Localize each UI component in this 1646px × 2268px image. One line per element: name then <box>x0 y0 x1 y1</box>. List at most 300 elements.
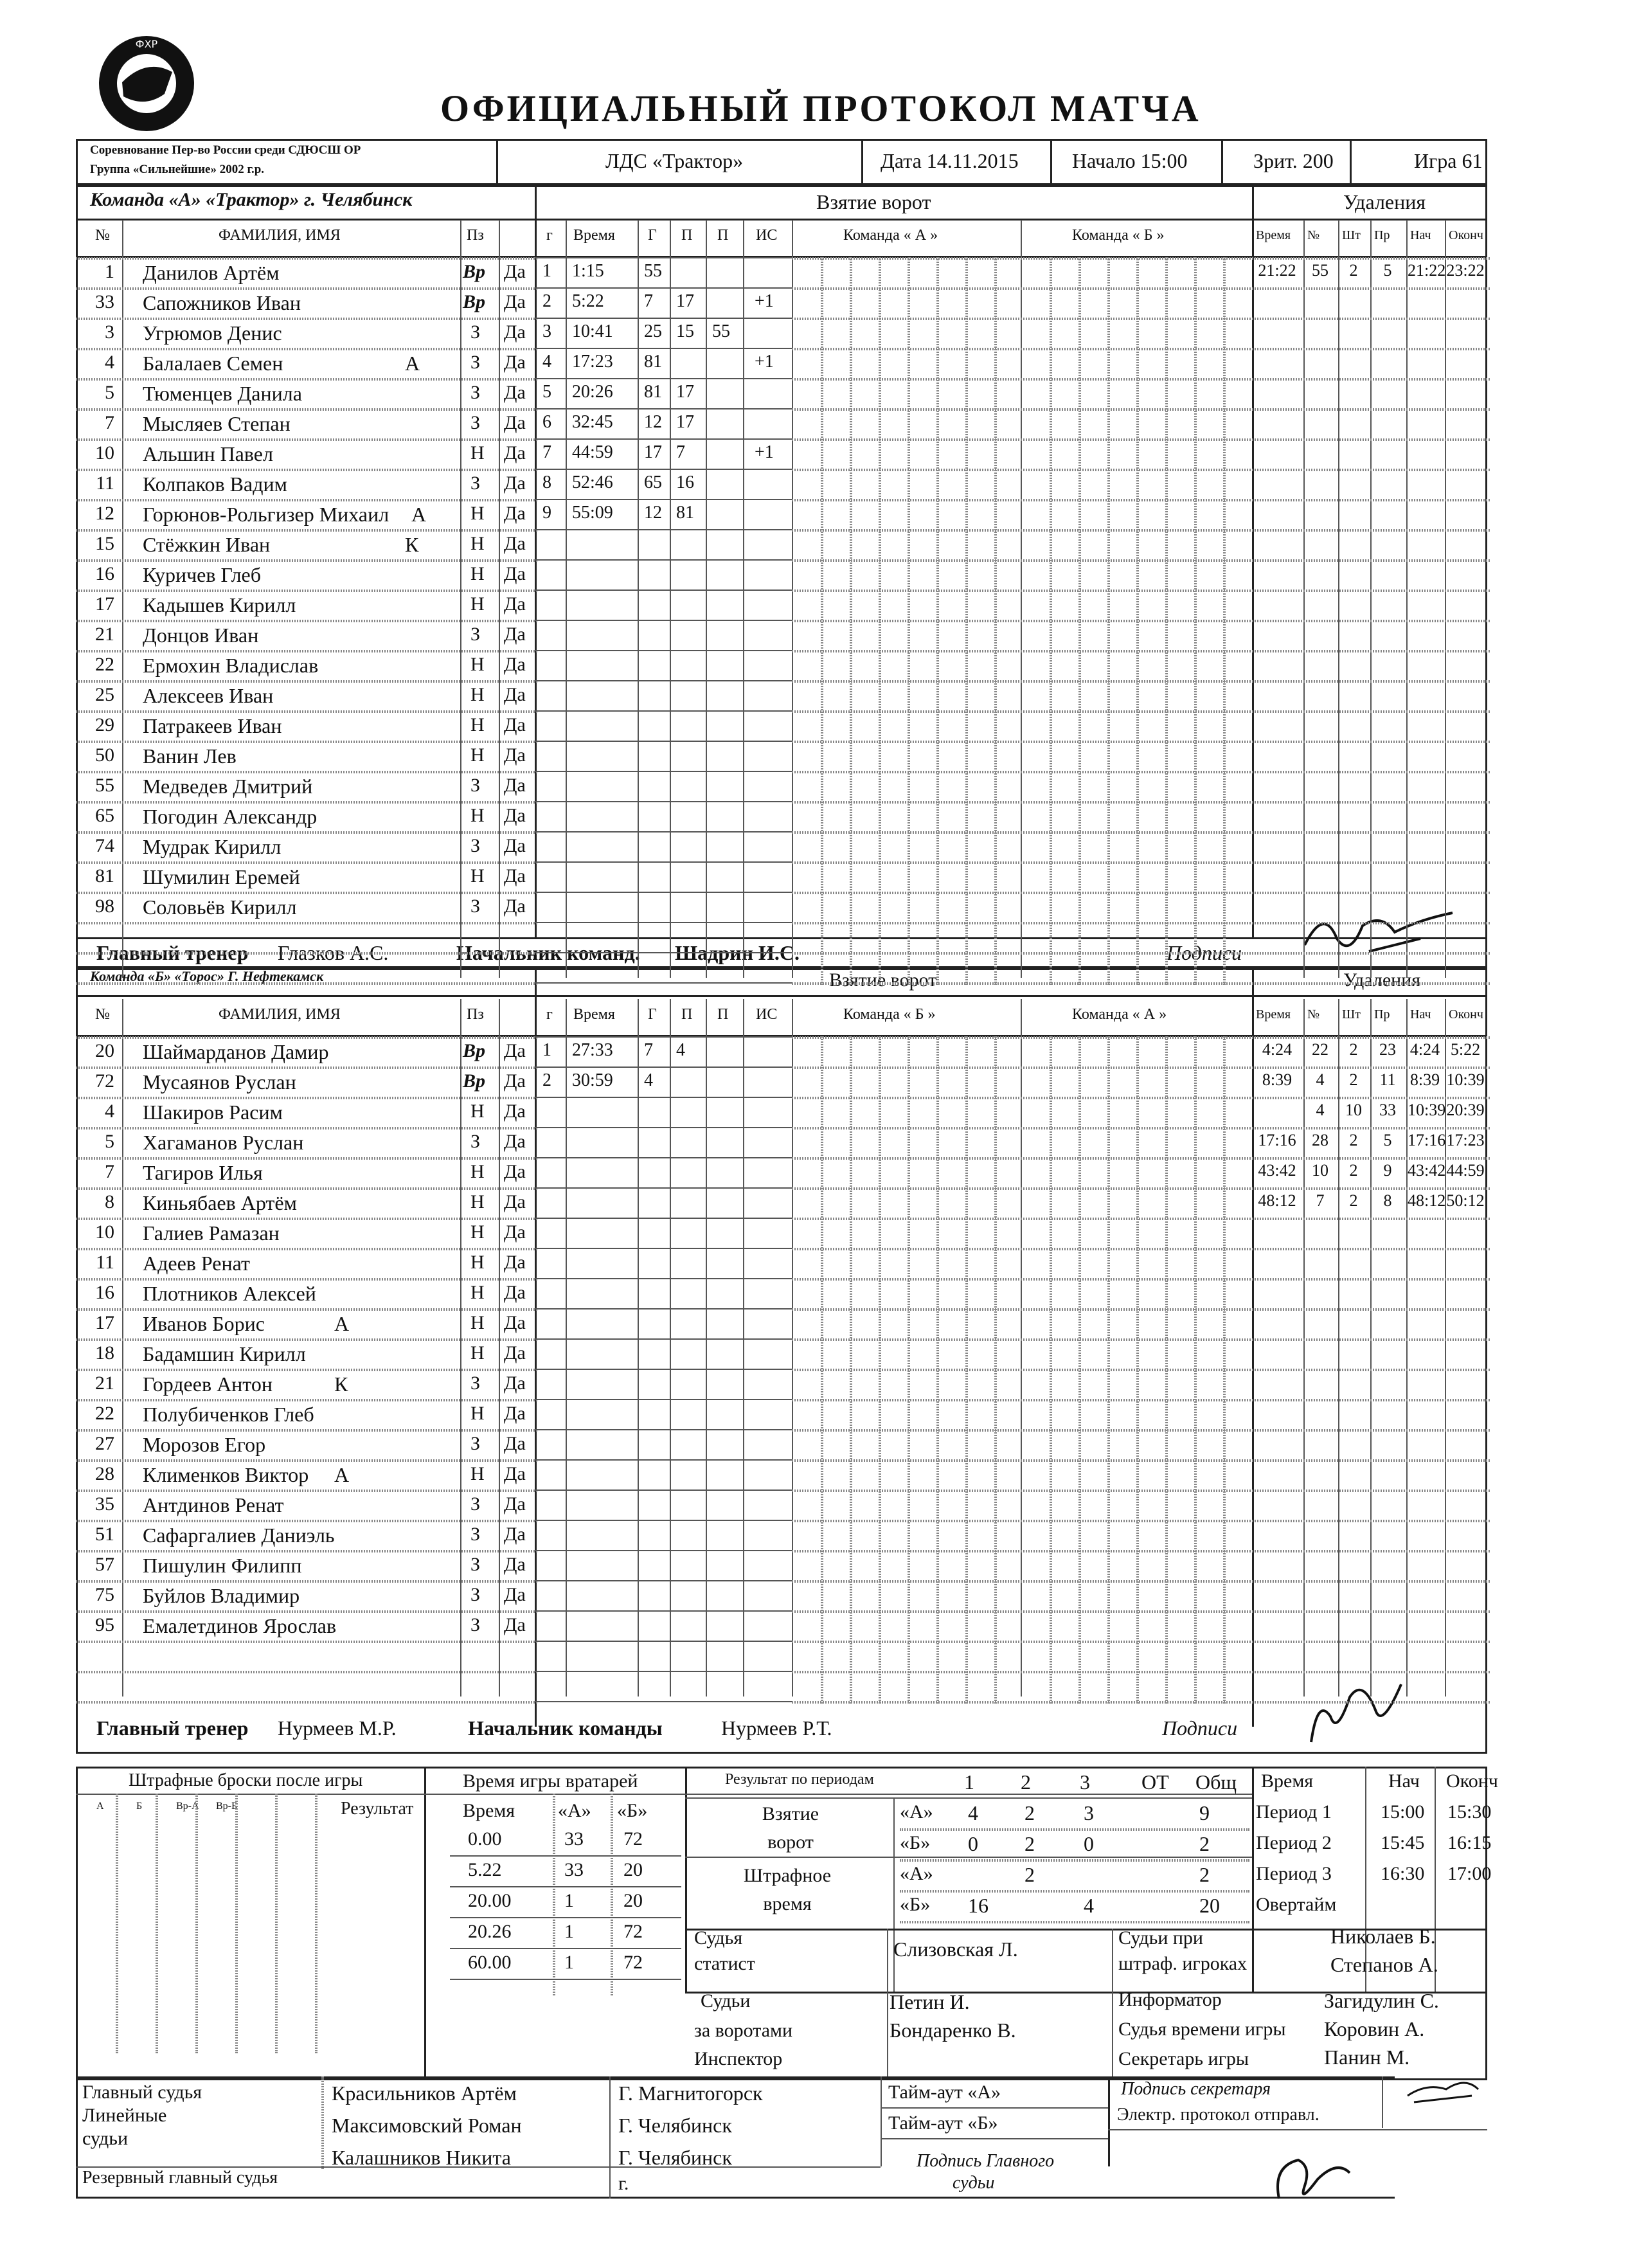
pim-label: Штрафное время <box>743 1865 832 1914</box>
reserve-city: г. <box>618 2173 629 2194</box>
penalty-start: 17:16 <box>1408 1131 1446 1149</box>
informer-label: Информатор <box>1118 1989 1222 2010</box>
period-value: 0 <box>1084 1832 1094 1855</box>
team-a-coach-label: Главный тренер <box>96 941 249 964</box>
player-number: 15 <box>95 533 114 554</box>
player-played: Да <box>504 714 526 735</box>
penalty-sht: 2 <box>1349 1191 1358 1210</box>
goal-strength: +1 <box>755 291 774 311</box>
player-played: Да <box>504 261 526 282</box>
player-name: Кадышев Кирилл <box>143 593 296 616</box>
period-team: «А» <box>900 1863 933 1884</box>
goalie-col: «Б» <box>617 1800 648 1821</box>
team-b-manager: Нурмеев Р.Т. <box>721 1716 832 1740</box>
goal-judge2: Бондаренко В. <box>890 2019 1016 2042</box>
player-name: Балалаев Семен <box>143 352 283 375</box>
penalty-pr: 5 <box>1383 261 1392 280</box>
goalie-cell: 5.22 <box>468 1859 502 1880</box>
player-role: К <box>405 533 419 556</box>
team_a-pen-hdr-pen_sht: Шт <box>1342 228 1361 242</box>
period-end: 15:30 <box>1447 1801 1492 1823</box>
fhr-logo <box>95 32 198 135</box>
player-number: 7 <box>105 1161 114 1182</box>
player-position: З <box>470 1614 481 1635</box>
penalty-end: 17:23 <box>1446 1131 1485 1149</box>
goal-number: 8 <box>542 473 551 492</box>
player-role: А <box>334 1463 350 1486</box>
goal-assist1: 81 <box>676 503 694 523</box>
period-value: 2 <box>1024 1832 1035 1855</box>
penalty-no: 4 <box>1316 1101 1325 1119</box>
penalty-sht: 10 <box>1345 1101 1362 1119</box>
penalty-time: 21:22 <box>1258 261 1296 280</box>
player-played: Да <box>504 1131 526 1152</box>
player-number: 22 <box>95 654 114 675</box>
player-name: Иванов Борис <box>143 1312 265 1335</box>
period-value: 16 <box>968 1894 988 1917</box>
player-position: Н <box>470 1221 485 1243</box>
referee-label: Главный судья <box>82 2082 202 2103</box>
goalie-cell: 1 <box>564 1921 574 1942</box>
player-played: Да <box>504 563 526 584</box>
goalie-cell: 1 <box>564 1952 574 1973</box>
player-name: Галиев Рамазан <box>143 1221 280 1245</box>
player-position: З <box>470 1372 481 1394</box>
period-label: Овертайм <box>1256 1894 1337 1915</box>
team-a-goals-header: Взятие ворот <box>816 190 931 213</box>
player-number: 5 <box>105 382 114 403</box>
player-played: Да <box>504 1584 526 1605</box>
player-number: 16 <box>95 1282 114 1303</box>
goalie-cell: 33 <box>564 1828 584 1850</box>
penalty-sht: 2 <box>1349 1161 1358 1180</box>
goal-time: 32:45 <box>572 412 613 432</box>
reserve-label: Резервный главный судья <box>82 2168 278 2188</box>
judge-stat-name: Слизовская Л. <box>893 1938 1018 1961</box>
player-number: 8 <box>105 1191 114 1212</box>
time-start-hdr: Нач <box>1388 1770 1420 1792</box>
goal-scorer: 81 <box>644 382 662 402</box>
player-played: Да <box>504 533 526 554</box>
goal-number: 2 <box>542 291 551 311</box>
goalie-cell: 20.26 <box>468 1921 512 1942</box>
timeout-a: Тайм-аут «А» <box>888 2082 1001 2103</box>
player-played: Да <box>504 593 526 615</box>
period-value: 9 <box>1199 1801 1210 1824</box>
penalty-time: 4:24 <box>1262 1040 1293 1059</box>
team-a-title: Команда «А» «Трактор» г. Челябинск <box>90 189 413 210</box>
penalty-pr: 8 <box>1383 1191 1392 1210</box>
player-number: 4 <box>105 1101 114 1122</box>
shootout-col: А <box>96 1801 104 1812</box>
penalty-pr: 5 <box>1383 1131 1392 1149</box>
team_b-hdr-G: Г <box>648 1006 657 1023</box>
player-number: 10 <box>95 442 114 464</box>
team_a-pen-hdr-pen_no: № <box>1307 228 1320 242</box>
goal-number: 9 <box>542 503 551 523</box>
team_a-hdr-IS: ИС <box>756 227 778 244</box>
player-played: Да <box>504 291 526 312</box>
goalie-cell: 20 <box>623 1890 643 1911</box>
player-number: 3 <box>105 321 114 343</box>
player-played: Да <box>504 1372 526 1394</box>
player-played: Да <box>504 442 526 464</box>
player-position: З <box>470 624 481 645</box>
penalty-no: 28 <box>1312 1131 1328 1149</box>
goal-number: 1 <box>542 1040 551 1060</box>
goal-assist1: 17 <box>676 382 694 402</box>
game-number: Игра 61 <box>1414 149 1483 172</box>
player-number: 22 <box>95 1403 114 1424</box>
penalty-no: 22 <box>1312 1040 1328 1059</box>
period-value: 2 <box>1199 1832 1210 1855</box>
penbox-label: Судьи при <box>1118 1927 1203 1949</box>
goal-scorer: 25 <box>644 321 662 341</box>
goal-assist2: 55 <box>712 321 730 341</box>
player-number: 7 <box>105 412 114 433</box>
player-position: З <box>470 321 481 343</box>
player-role: К <box>334 1372 348 1396</box>
goal-time: 30:59 <box>572 1070 613 1090</box>
player-name: Колпаков Вадим <box>143 473 287 496</box>
player-number: 16 <box>95 563 114 584</box>
player-position: З <box>470 382 481 403</box>
player-played: Да <box>504 412 526 433</box>
shootout-result: Результат <box>341 1799 414 1819</box>
period-value: 0 <box>968 1832 978 1855</box>
player-position: З <box>470 775 481 796</box>
penalty-no: 10 <box>1312 1161 1328 1180</box>
ref-sign-label: Подпись Главного <box>917 2151 1055 2171</box>
period-value: 4 <box>1084 1894 1094 1917</box>
goal-time: 20:26 <box>572 382 613 402</box>
player-played: Да <box>504 865 526 887</box>
penalty-start: 10:39 <box>1408 1101 1446 1119</box>
goal-time: 55:09 <box>572 503 613 523</box>
penbox-judge2: Степанов А. <box>1330 1953 1438 1976</box>
player-played: Да <box>504 1342 526 1364</box>
team_a-hdr-team_b: Команда « Б » <box>1072 227 1165 244</box>
goal-assist1: 17 <box>676 412 694 432</box>
goal-scorer: 7 <box>644 291 653 311</box>
arena: ЛДС «Трактор» <box>605 149 744 172</box>
team-b-penalties-header: Удаления <box>1343 969 1421 991</box>
linesmen-label2: судьи <box>82 2128 129 2149</box>
goal-assist1: 15 <box>676 321 694 341</box>
team_b-hdr-time: Время <box>573 1006 615 1023</box>
player-number: 10 <box>95 1221 114 1243</box>
player-number: 11 <box>96 1252 114 1273</box>
penalty-time: 17:16 <box>1258 1131 1296 1149</box>
player-name: Медведев Дмитрий <box>143 775 313 798</box>
linesman1-city: Г. Челябинск <box>618 2114 732 2137</box>
team_b-pen-hdr-pen_no: № <box>1307 1007 1320 1022</box>
goal-assist1: 4 <box>676 1040 685 1060</box>
player-played: Да <box>504 503 526 524</box>
player-played: Да <box>504 1040 526 1061</box>
player-position: Н <box>470 1101 485 1122</box>
player-name: Альшин Павел <box>143 442 273 465</box>
player-played: Да <box>504 896 526 917</box>
penalty-start: 8:39 <box>1409 1070 1440 1089</box>
team_b-hdr-IS: ИС <box>756 1006 778 1023</box>
player-played: Да <box>504 835 526 856</box>
goal-scorer: 12 <box>644 412 662 432</box>
team-a-manager: Шадрин И.С. <box>675 941 800 964</box>
ref-sign-label2: судьи <box>953 2173 995 2193</box>
penalty-sht: 2 <box>1349 1131 1358 1149</box>
player-number: 72 <box>95 1070 114 1092</box>
player-number: 51 <box>95 1524 114 1545</box>
period-value: 3 <box>1084 1801 1094 1824</box>
player-name: Угрюмов Денис <box>143 321 282 345</box>
player-name: Антдинов Ренат <box>143 1493 284 1516</box>
penalty-pr: 9 <box>1383 1161 1392 1180</box>
player-name: Алексеев Иван <box>143 684 274 707</box>
penalty-time: 43:42 <box>1258 1161 1296 1180</box>
team_a-pen-hdr-pen_time: Время <box>1256 228 1291 242</box>
player-number: 5 <box>105 1131 114 1152</box>
shootout-col: Вр-А <box>176 1801 199 1812</box>
goal-judges-label: Судьи <box>701 1990 751 2012</box>
player-position: З <box>470 896 481 917</box>
player-played: Да <box>504 1524 526 1545</box>
goals-label: Взятие ворот <box>762 1803 819 1853</box>
shootout-title: Штрафные броски после игры <box>129 1770 363 1790</box>
team_a-hdr-time: Время <box>573 227 615 244</box>
player-number: 12 <box>95 503 114 524</box>
penbox-label2: штраф. игроках <box>1118 1953 1248 1974</box>
player-position: Н <box>470 714 485 735</box>
referee-signature <box>1260 2141 1363 2211</box>
player-position: Н <box>470 563 485 584</box>
penalty-pr: 23 <box>1379 1040 1396 1059</box>
player-played: Да <box>504 654 526 675</box>
penalty-time: 48:12 <box>1258 1191 1296 1210</box>
linesman2-city: Г. Челябинск <box>618 2146 732 2169</box>
player-name: Пишулин Филипп <box>143 1554 302 1577</box>
player-number: 17 <box>95 593 114 615</box>
player-position: Н <box>470 1282 485 1303</box>
goal-judge1: Петин И. <box>890 1990 970 2013</box>
player-number: 1 <box>105 261 114 282</box>
player-played: Да <box>504 1463 526 1484</box>
goalie-cell: 72 <box>623 1952 643 1973</box>
player-name: Адеев Ренат <box>143 1252 250 1275</box>
player-position: Н <box>470 1191 485 1212</box>
penalty-no: 4 <box>1316 1070 1325 1089</box>
referee-city: Г. Магнитогорск <box>618 2082 763 2105</box>
player-played: Да <box>504 1191 526 1212</box>
goalie-cell: 0.00 <box>468 1828 502 1850</box>
penalty-start: 43:42 <box>1408 1161 1446 1180</box>
player-position: Н <box>470 865 485 887</box>
team-a-coach: Глазков А.С. <box>278 941 389 964</box>
player-number: 75 <box>95 1584 114 1605</box>
player-played: Да <box>504 1493 526 1515</box>
player-role: А <box>405 352 420 375</box>
player-played: Да <box>504 775 526 796</box>
player-name: Полубиченков Глеб <box>143 1403 314 1426</box>
goal-number: 4 <box>542 352 551 372</box>
player-position: Вр <box>463 1070 486 1092</box>
linesman2: Калашников Никита <box>332 2146 511 2169</box>
player-played: Да <box>504 1554 526 1575</box>
period-value: 2 <box>1024 1863 1035 1886</box>
player-name: Гордеев Антон <box>143 1372 273 1396</box>
player-number: 74 <box>95 835 114 856</box>
player-played: Да <box>504 1312 526 1333</box>
team_b-hdr-no: № <box>95 1006 110 1023</box>
player-position: Н <box>470 1342 485 1364</box>
player-name: Плотников Алексей <box>143 1282 316 1305</box>
team-b-coach-label: Главный тренер <box>96 1716 249 1740</box>
penalty-start: 21:22 <box>1408 261 1446 280</box>
player-name: Тюменцев Данила <box>143 382 302 405</box>
team-b-goals-header: Взятие ворот <box>829 969 937 991</box>
player-role: А <box>411 503 427 526</box>
goalie-title: Время игры вратарей <box>463 1770 638 1792</box>
player-name: Ермохин Владислав <box>143 654 319 677</box>
player-played: Да <box>504 1614 526 1635</box>
player-position: З <box>470 1584 481 1605</box>
player-number: 25 <box>95 684 114 705</box>
penalty-sht: 2 <box>1349 261 1358 280</box>
team_b-pen-hdr-pen_end: Оконч <box>1449 1007 1483 1022</box>
player-name: Горюнов-Рольгизер Михаил <box>143 503 389 526</box>
player-number: 21 <box>95 1372 114 1394</box>
goalie-cell: 20 <box>623 1859 643 1880</box>
player-position: З <box>470 1131 481 1152</box>
player-role: А <box>334 1312 350 1335</box>
player-name: Патракеев Иван <box>143 714 282 737</box>
team_a-hdr-g_hdr: г <box>546 227 553 244</box>
team_b-hdr-pos: Пз <box>467 1006 484 1023</box>
secretary-signature <box>1401 2070 1485 2115</box>
player-position: Н <box>470 1403 485 1424</box>
period-value: 20 <box>1199 1894 1220 1917</box>
goal-time: 1:15 <box>572 261 604 281</box>
player-name: Морозов Егор <box>143 1433 266 1456</box>
linesman1: Максимовский Роман <box>332 2114 522 2137</box>
player-position: З <box>470 1524 481 1545</box>
penalty-end: 10:39 <box>1446 1070 1485 1089</box>
inspector-label: Инспектор <box>694 2048 783 2069</box>
sec-sign-label: Подпись секретаря <box>1121 2079 1271 2099</box>
player-played: Да <box>504 624 526 645</box>
goal-time: 27:33 <box>572 1040 613 1060</box>
penalty-end: 5:22 <box>1450 1040 1481 1059</box>
period-col: 3 <box>1080 1770 1090 1794</box>
player-position: Вр <box>463 291 486 312</box>
goalie-cell: 1 <box>564 1890 574 1911</box>
player-number: 98 <box>95 896 114 917</box>
player-number: 18 <box>95 1342 114 1364</box>
player-name: Мусаянов Руслан <box>143 1070 296 1094</box>
goal-time: 5:22 <box>572 291 604 311</box>
goalie-cell: 60.00 <box>468 1952 512 1973</box>
period-start: 16:30 <box>1381 1863 1425 1884</box>
team_a-hdr-G: Г <box>648 227 657 244</box>
penbox-judge1: Николаев Б. <box>1330 1925 1436 1948</box>
goal-time: 44:59 <box>572 442 613 462</box>
penalty-start: 4:24 <box>1409 1040 1440 1059</box>
player-number: 55 <box>95 775 114 796</box>
e-protocol: Электр. протокол отправл. <box>1117 2105 1319 2125</box>
goal-scorer: 12 <box>644 503 662 523</box>
time-title: Время <box>1261 1770 1314 1792</box>
penalty-pr: 33 <box>1379 1101 1396 1119</box>
start-time: Начало 15:00 <box>1072 149 1188 172</box>
goalie-col: «А» <box>558 1800 591 1821</box>
competition-line2: Группа «Сильнейшие» 2002 г.р. <box>90 163 265 176</box>
competition-line1: Соревнование Пер-во России среди СДЮСШ ОР <box>90 143 361 157</box>
goal-scorer: 81 <box>644 352 662 372</box>
judge-stat-label2: статист <box>694 1953 755 1974</box>
team_a-hdr-pos: Пз <box>467 227 484 244</box>
goal-time: 17:23 <box>572 352 613 372</box>
player-name: Мудрак Кирилл <box>143 835 282 858</box>
player-name: Ванин Лев <box>143 744 237 768</box>
goal-number: 2 <box>542 1070 551 1090</box>
linesmen-label: Линейные <box>82 2105 167 2126</box>
match-date: Дата 14.11.2015 <box>881 149 1019 172</box>
player-number: 20 <box>95 1040 114 1061</box>
team_a-hdr-P1: П <box>681 227 693 244</box>
player-position: З <box>470 1493 481 1515</box>
player-played: Да <box>504 1252 526 1273</box>
player-number: 81 <box>95 865 114 887</box>
goal-judges-label2: за воротами <box>694 2020 793 2041</box>
player-position: Н <box>470 684 485 705</box>
team_b-pen-hdr-pen_start: Нач <box>1410 1007 1431 1022</box>
player-name: Тагиров Илья <box>143 1161 263 1184</box>
team_a-pen-hdr-pen_end: Оконч <box>1449 228 1483 242</box>
player-name: Клименков Виктор <box>143 1463 309 1486</box>
judge-stat-label: Судья <box>694 1927 743 1949</box>
goalie-cell: 72 <box>623 1828 643 1850</box>
player-name: Данилов Артём <box>143 261 280 284</box>
period-team: «А» <box>900 1801 933 1823</box>
player-played: Да <box>504 744 526 766</box>
referee-name: Красильников Артём <box>332 2082 517 2105</box>
team-a-signature <box>1292 900 1465 964</box>
team_b-hdr-P2: П <box>717 1006 729 1023</box>
player-number: 27 <box>95 1433 114 1454</box>
player-position: Н <box>470 593 485 615</box>
goal-number: 6 <box>542 412 551 432</box>
secretary-label: Секретарь игры <box>1118 2048 1249 2069</box>
timeout-b: Тайм-аут «Б» <box>888 2112 998 2134</box>
team_a-hdr-P2: П <box>717 227 729 244</box>
penalty-sht: 2 <box>1349 1070 1358 1089</box>
period-team: «Б» <box>900 1894 931 1915</box>
team_a-hdr-name: ФАМИЛИЯ, ИМЯ <box>219 227 341 244</box>
player-played: Да <box>504 321 526 343</box>
period-col: 2 <box>1021 1770 1031 1794</box>
player-position: Н <box>470 1312 485 1333</box>
player-position: Вр <box>463 261 486 282</box>
goal-number: 5 <box>542 382 551 402</box>
penalty-no: 55 <box>1312 261 1328 280</box>
goal-scorer: 65 <box>644 473 662 492</box>
player-position: Н <box>470 1161 485 1182</box>
goalie-col: Время <box>463 1800 515 1821</box>
player-name: Стёжкин Иван <box>143 533 271 556</box>
team-b-title: Команда «Б» «Торос» Г. Нефтекамск <box>90 968 324 984</box>
penalty-end: 23:22 <box>1446 261 1485 280</box>
period-value: 2 <box>1199 1863 1210 1886</box>
